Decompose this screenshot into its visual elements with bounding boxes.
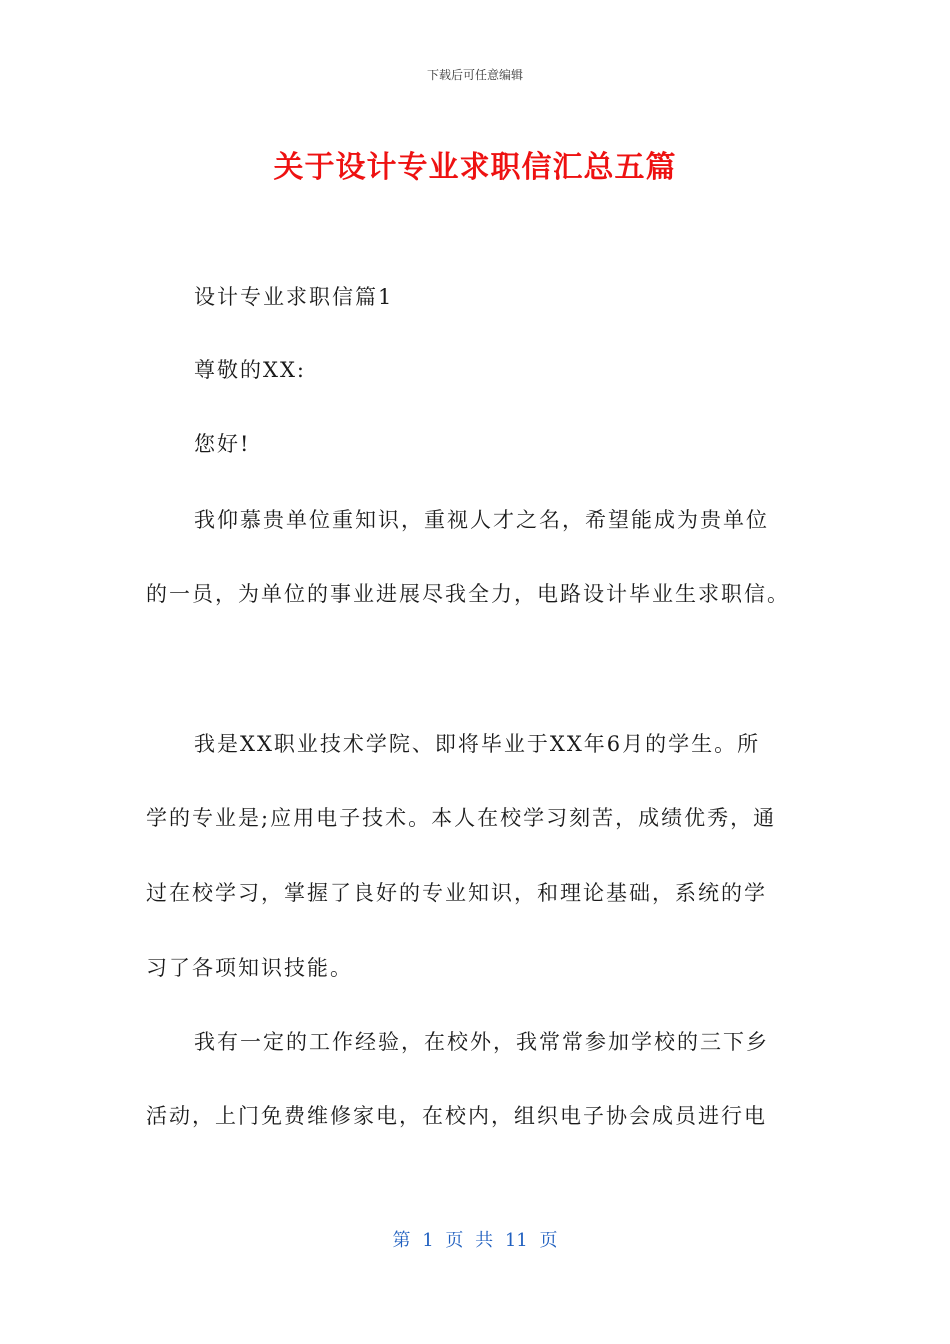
salutation: 尊敬的XX: (194, 358, 306, 382)
page-number: 第 1 页 共 11 页 (392, 1230, 558, 1251)
paragraph-line: 过在校学习，掌握了良好的专业知识，和理论基础，系统的学 (146, 881, 767, 905)
paragraph-line: 活动，上门免费维修家电，在校内，组织电子协会成员进行电 (146, 1104, 767, 1128)
document-title: 关于设计专业求职信汇总五篇 (273, 150, 677, 185)
paragraph-line: 我是XX职业技术学院、即将毕业于XX年6月的学生。所 (194, 732, 761, 756)
paragraph-line: 学的专业是;应用电子技术。本人在校学习刻苦，成绩优秀，通 (146, 806, 777, 830)
paragraph-line: 我仰慕贵单位重知识，重视人才之名，希望能成为贵单位 (194, 508, 769, 532)
paragraph-line: 习了各项知识技能。 (146, 956, 353, 980)
section-heading: 设计专业求职信篇1 (194, 285, 394, 309)
paragraph-line: 的一员，为单位的事业进展尽我全力，电路设计毕业生求职信。 (146, 582, 790, 606)
paragraph-line: 我有一定的工作经验，在校外，我常常参加学校的三下乡 (194, 1030, 769, 1054)
greeting: 您好! (194, 432, 251, 456)
header-note: 下载后可任意编辑 (426, 68, 523, 82)
